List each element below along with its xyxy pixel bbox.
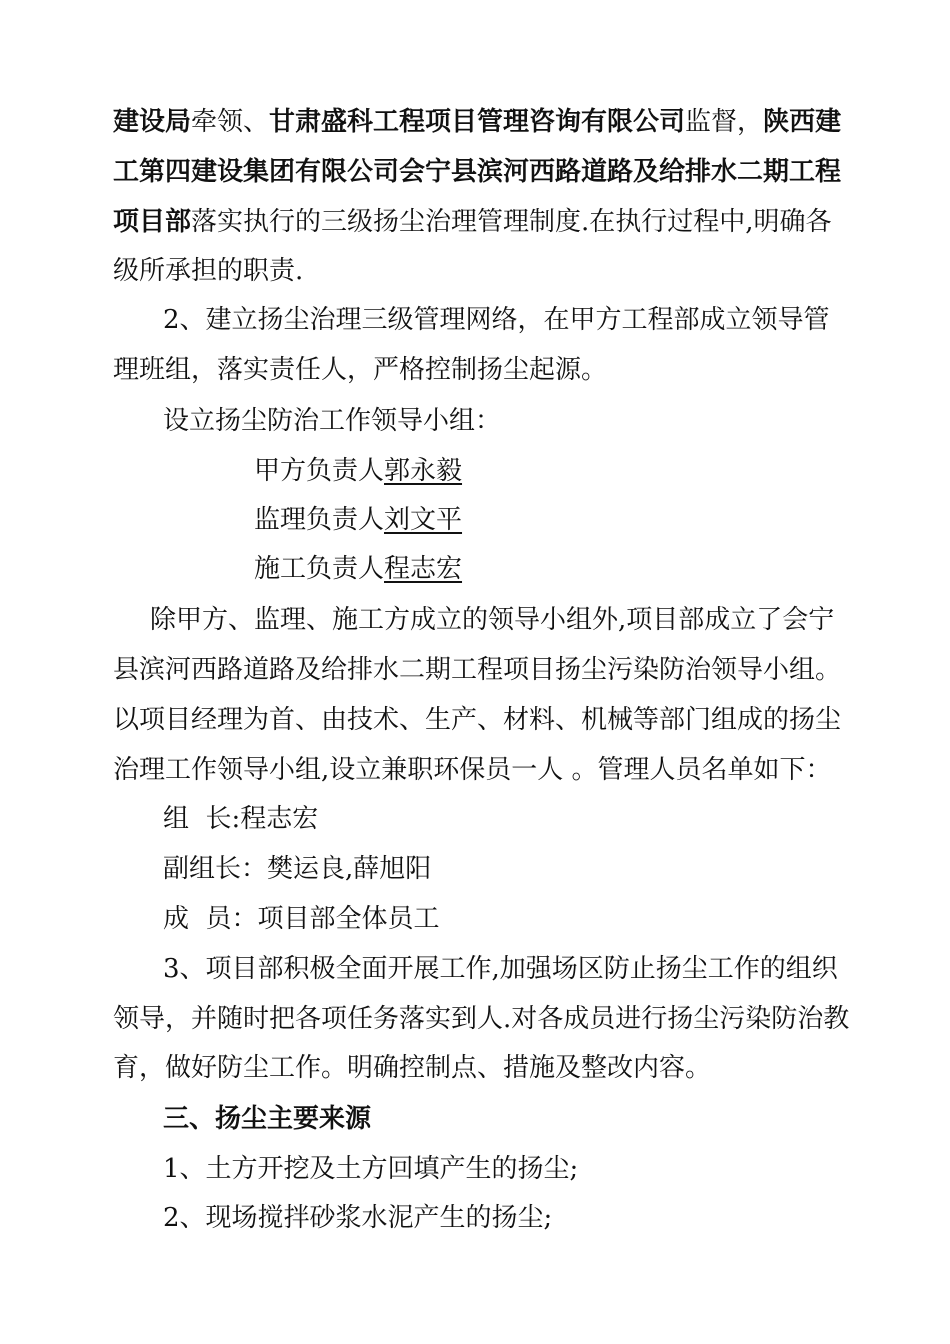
leader-row: [254, 500, 462, 540]
org-name-bold: 建设局: [113, 107, 192, 137]
section-heading: 三、扬尘主要来源: [163, 1104, 372, 1134]
paragraph-3-line-3: 以项目经理为首、由技术、生产、材料、机械等部门组成的扬尘: [113, 705, 842, 735]
text-run: 监督，: [685, 107, 764, 137]
paragraph-1-line-4: 级所承担的职责.: [113, 256, 304, 286]
leaders-heading: 设立扬尘防治工作领导小组：: [163, 406, 502, 436]
paragraph-4-line-1: 3、项目部积极全面开展工作,加强场区防止扬尘工作的组织: [163, 954, 838, 984]
paragraph-2-line-1: 2、建立扬尘治理三级管理网络，在甲方工程部成立领导管: [163, 305, 830, 335]
paragraph-4-line-2: 领导，并随时把各项任务落实到人.对各成员进行扬尘污染防治教: [113, 1004, 850, 1034]
leader-row: [254, 451, 462, 491]
leader-role: 甲方负责人: [254, 456, 385, 486]
text-run: 落实执行的三级扬尘治理管理制度.在执行过程中,明确各: [191, 207, 832, 237]
list-item: 1、土方开挖及土方回填产生的扬尘;: [163, 1154, 579, 1184]
paragraph-3-line-4: 治理工作领导小组,设立兼职环保员一人 。管理人员名单如下：: [113, 755, 832, 785]
org-name-bold: 陕西建: [763, 107, 842, 137]
leader-row: [254, 549, 462, 589]
paragraph-3-line-2: 县滨河西路道路及给排水二期工程项目扬尘污染防治领导小组。: [113, 655, 842, 685]
member-staff: 成 员：项目部全体员工: [163, 904, 440, 934]
paragraph-2-line-2: 理班组，落实责任人，严格控制扬尘起源。: [113, 355, 608, 385]
org-name-bold: 甘肃盛科工程项目管理咨询有限公司: [269, 107, 686, 137]
leader-role: 监理负责人: [254, 505, 385, 535]
paragraph-4-line-3: 育，做好防尘工作。明确控制点、措施及整改内容。: [113, 1053, 712, 1083]
text-run: 牵领、: [191, 107, 270, 137]
paragraph-1-line-3: [113, 202, 832, 242]
member-deputy: 副组长：樊运良,薛旭阳: [163, 854, 432, 884]
org-name-bold: 项目部: [113, 207, 192, 237]
member-leader: 组 长:程志宏: [163, 804, 319, 834]
paragraph-1-line-2: 工第四建设集团有限公司会宁县滨河西路道路及给排水二期工程: [113, 157, 842, 187]
paragraph-1-line-1: [113, 102, 841, 142]
leader-name: 程志宏: [384, 554, 463, 584]
list-item: 2、现场搅拌砂浆水泥产生的扬尘;: [163, 1203, 553, 1233]
paragraph-3-line-1: 除甲方、监理、施工方成立的领导小组外,项目部成立了会宁: [150, 605, 835, 635]
leader-name: 郭永毅: [384, 456, 463, 486]
leader-role: 施工负责人: [254, 554, 385, 584]
leader-name: 刘文平: [384, 505, 463, 535]
